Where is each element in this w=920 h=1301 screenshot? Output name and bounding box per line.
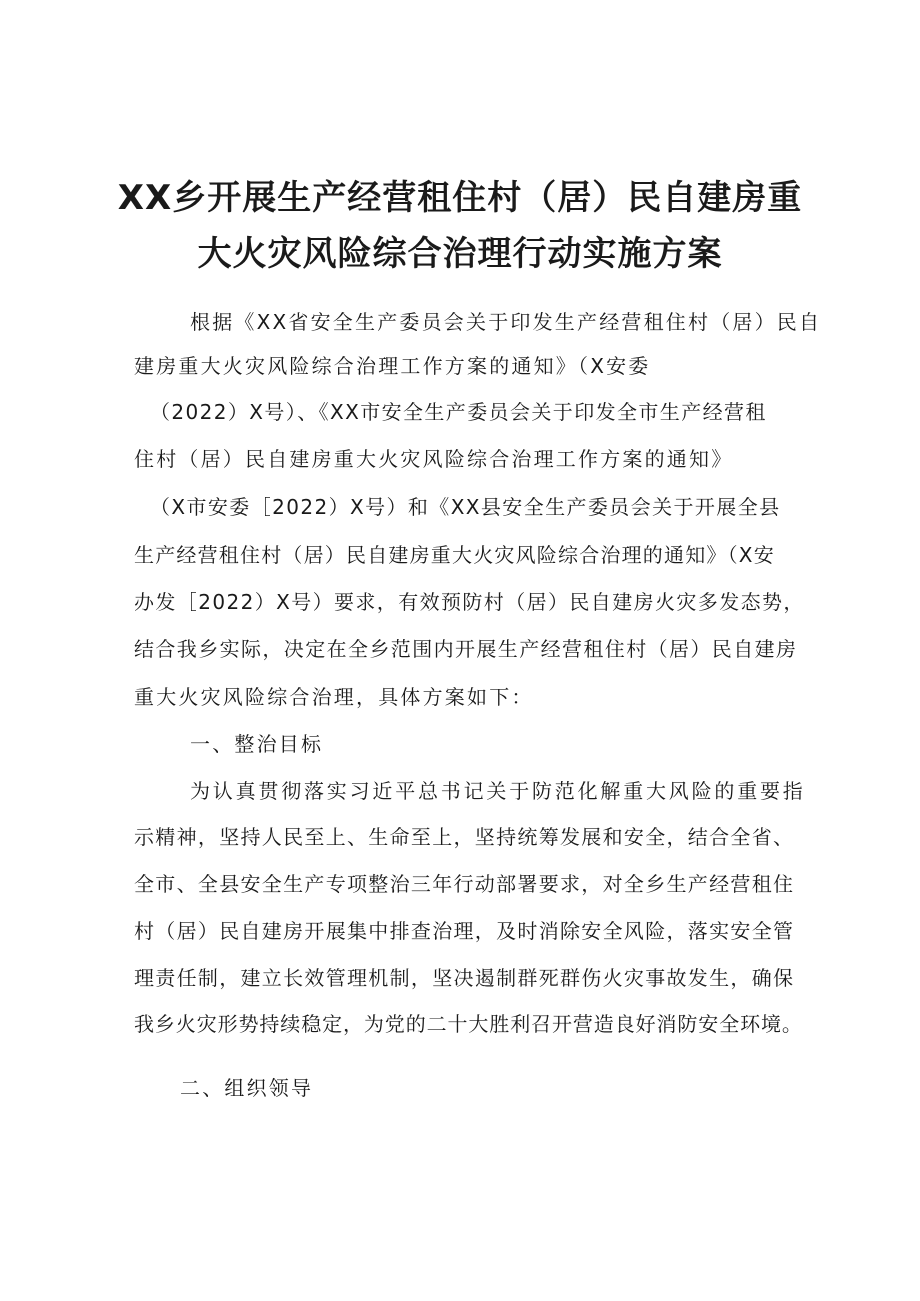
intro-line: 根据《XX省安全生产委员会关于印发生产经营租住村（居）民自 <box>190 310 822 334</box>
intro-line: 办发［2022）X号）要求，有效预防村（居）民自建房火灾多发态势， <box>134 590 805 614</box>
section1-line: 示精神，坚持人民至上、生命至上，坚持统筹发展和安全，结合全省、 <box>134 825 795 849</box>
intro-line: （2022）X号）、《XX市安全生产委员会关于印发全市生产经营租 <box>150 400 767 424</box>
section-heading: 一、整治目标 <box>190 732 324 756</box>
intro-line: 生产经营租住村（居）民自建房重大火灾风险综合治理的通知》（X安 <box>134 543 775 567</box>
intro-line: 建房重大火灾风险综合治理工作方案的通知》（X安委 <box>134 354 651 378</box>
intro-line: 住村（居）民自建房重大火灾风险综合治理工作方案的通知》 <box>134 447 734 471</box>
section1-line: 理责任制，建立长效管理机制，坚决遏制群死群伤火灾事故发生，确保 <box>134 966 795 990</box>
intro-line: 结合我乡实际，决定在全乡范围内开展生产经营租住村（居）民自建房 <box>134 637 798 661</box>
intro-line: （X市安委［2022）X号）和《XX县安全生产委员会关于开展全县 <box>150 495 781 519</box>
section1-line: 全市、全县安全生产专项整治三年行动部署要求，对全乡生产经营租住 <box>134 872 795 896</box>
section1-line: 我乡火灾形势持续稳定，为党的二十大胜利召开营造良好消防安全环境。 <box>134 1012 803 1036</box>
section-heading: 二、组织领导 <box>180 1076 314 1100</box>
document-title-line-1: XX乡开展生产经营租住村（居）民自建房重 <box>117 178 803 218</box>
intro-line: 重大火灾风险综合治理，具体方案如下： <box>134 685 534 709</box>
document-title-line-2: 大火灾风险综合治理行动实施方案 <box>197 234 723 274</box>
section1-line: 为认真贯彻落实习近平总书记关于防范化解重大风险的重要指 <box>190 779 806 803</box>
section1-line: 村（居）民自建房开展集中排查治理，及时消除安全风险，落实安全管 <box>134 919 795 943</box>
